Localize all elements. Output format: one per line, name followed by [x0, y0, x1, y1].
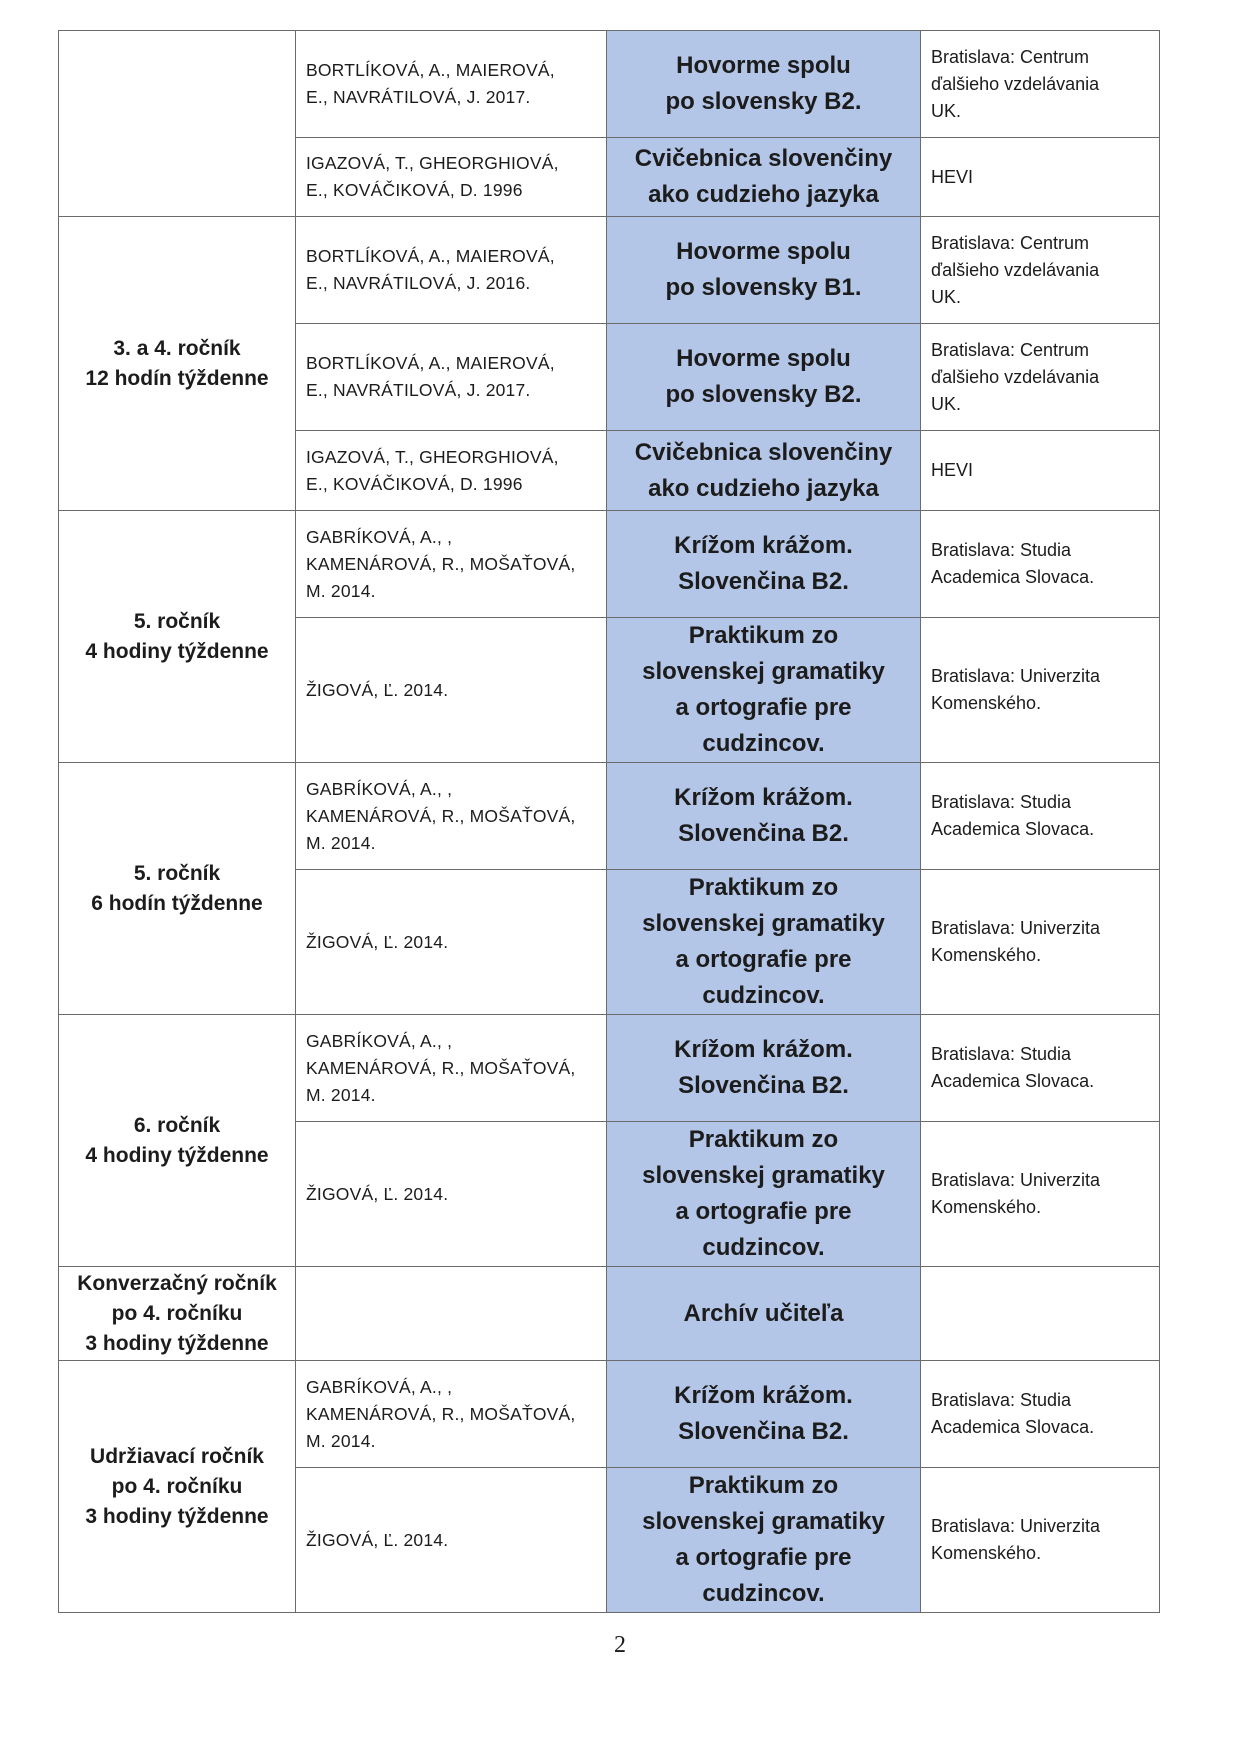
textbook-table [58, 30, 1160, 1613]
authors-cell: ŽIGOVÁ, Ľ. 2014. [296, 870, 607, 1015]
publisher-cell: Bratislava: Univerzita Komenského. [921, 618, 1160, 763]
table-row [59, 1361, 1160, 1468]
authors-cell: BORTLÍKOVÁ, A., MAIEROVÁ, E., NAVRÁTILOVÁ, J. 2017. [296, 31, 607, 138]
title-cell: Praktikum zo slovenskej gramatiky a ortografie pre cudzincov. [607, 618, 921, 763]
page-number: 2 [614, 1632, 626, 1658]
title-cell: Praktikum zo slovenskej gramatiky a ortografie pre cudzincov. [607, 1122, 921, 1267]
publisher-cell: Bratislava: Univerzita Komenského. [921, 870, 1160, 1015]
title-cell: Krížom krážom. Slovenčina B2. [607, 1015, 921, 1122]
publisher-cell: Bratislava: Centrum ďalšieho vzdelávania UK. [921, 324, 1160, 431]
level-cell: 6. ročník 4 hodiny týždenne [59, 1015, 296, 1267]
authors-cell: GABRÍKOVÁ, A., , KAMENÁROVÁ, R., MOŠAŤOVÁ, M. 2014. [296, 511, 607, 618]
table-row [59, 217, 1160, 324]
title-cell: Cvičebnica slovenčiny ako cudzieho jazyka [607, 138, 921, 217]
level-cell: 5. ročník 6 hodín týždenne [59, 763, 296, 1015]
title-cell: Hovorme spolu po slovensky B2. [607, 31, 921, 138]
level-cell: 3. a 4. ročník 12 hodín týždenne [59, 217, 296, 511]
publisher-cell: Bratislava: Studia Academica Slovaca. [921, 1015, 1160, 1122]
publisher-cell: HEVI [921, 431, 1160, 511]
title-cell: Krížom krážom. Slovenčina B2. [607, 1361, 921, 1468]
title-cell: Krížom krážom. Slovenčina B2. [607, 511, 921, 618]
authors-cell: ŽIGOVÁ, Ľ. 2014. [296, 1468, 607, 1613]
table-row [59, 1015, 1160, 1122]
title-cell: Hovorme spolu po slovensky B2. [607, 324, 921, 431]
title-cell: Cvičebnica slovenčiny ako cudzieho jazyka [607, 431, 921, 511]
authors-cell: ŽIGOVÁ, Ľ. 2014. [296, 618, 607, 763]
title-cell: Archív učiteľa [607, 1267, 921, 1361]
level-cell: 5. ročník 4 hodiny týždenne [59, 511, 296, 763]
publisher-cell: Bratislava: Centrum ďalšieho vzdelávania UK. [921, 217, 1160, 324]
authors-cell: GABRÍKOVÁ, A., , KAMENÁROVÁ, R., MOŠAŤOVÁ, M. 2014. [296, 1361, 607, 1468]
authors-cell: IGAZOVÁ, T., GHEORGHIOVÁ, E., KOVÁČIKOVÁ, D. 1996 [296, 431, 607, 511]
table-row [59, 31, 1160, 138]
table-row [59, 763, 1160, 870]
authors-cell: IGAZOVÁ, T., GHEORGHIOVÁ, E., KOVÁČIKOVÁ, D. 1996 [296, 138, 607, 217]
publisher-cell: Bratislava: Studia Academica Slovaca. [921, 1361, 1160, 1468]
publisher-cell: Bratislava: Univerzita Komenského. [921, 1468, 1160, 1613]
level-cell: Konverzačný ročník po 4. ročníku 3 hodiny týždenne [59, 1267, 296, 1361]
table-row [59, 511, 1160, 618]
authors-cell: BORTLÍKOVÁ, A., MAIEROVÁ, E., NAVRÁTILOVÁ, J. 2017. [296, 324, 607, 431]
title-cell: Praktikum zo slovenskej gramatiky a ortografie pre cudzincov. [607, 870, 921, 1015]
authors-cell: GABRÍKOVÁ, A., , KAMENÁROVÁ, R., MOŠAŤOVÁ, M. 2014. [296, 763, 607, 870]
title-cell: Hovorme spolu po slovensky B1. [607, 217, 921, 324]
publisher-cell: Bratislava: Studia Academica Slovaca. [921, 511, 1160, 618]
authors-cell: GABRÍKOVÁ, A., , KAMENÁROVÁ, R., MOŠAŤOVÁ, M. 2014. [296, 1015, 607, 1122]
publisher-cell: Bratislava: Studia Academica Slovaca. [921, 763, 1160, 870]
level-cell [59, 31, 296, 217]
table-row [59, 1267, 1160, 1361]
publisher-cell: HEVI [921, 138, 1160, 217]
authors-cell: BORTLÍKOVÁ, A., MAIEROVÁ, E., NAVRÁTILOVÁ, J. 2016. [296, 217, 607, 324]
publisher-cell [921, 1267, 1160, 1361]
authors-cell [296, 1267, 607, 1361]
publisher-cell: Bratislava: Centrum ďalšieho vzdelávania UK. [921, 31, 1160, 138]
title-cell: Praktikum zo slovenskej gramatiky a ortografie pre cudzincov. [607, 1468, 921, 1613]
publisher-cell: Bratislava: Univerzita Komenského. [921, 1122, 1160, 1267]
authors-cell: ŽIGOVÁ, Ľ. 2014. [296, 1122, 607, 1267]
title-cell: Krížom krážom. Slovenčina B2. [607, 763, 921, 870]
level-cell: Udržiavací ročník po 4. ročníku 3 hodiny týždenne [59, 1361, 296, 1613]
